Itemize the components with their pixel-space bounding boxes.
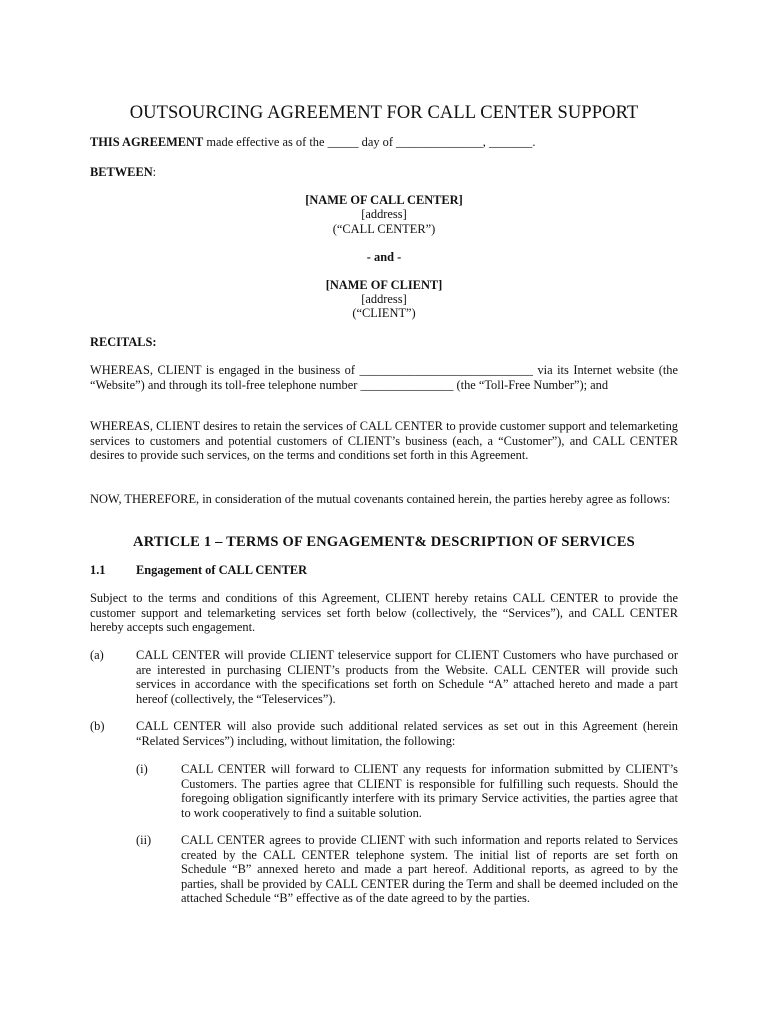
recital-1: WHEREAS, CLIENT is engaged in the business of ____________________________ via its Internet website (the “Website”) and through its toll-free telephone number _______________ (the “Toll-Free Number”); and [90, 363, 678, 392]
item-i-label: (i) [136, 762, 148, 776]
item-ii-text: CALL CENTER agrees to provide CLIENT with such information and reports related to Services created by the CALL CENTER telephone system. The initial list of reports are set forth on Schedule “B” annexed hereto and made a part hereof. Additional reports, as agreed to by the parties, shall be provided by CALL CENTER during the Term and shall be deemed included on the attached Schedule “B” effective as of the date agreed to by the parties. [181, 833, 678, 905]
and-separator: - and - [366, 250, 402, 264]
between-label: BETWEEN [90, 165, 153, 179]
section-1-1-number: 1.1 [90, 563, 106, 577]
item-ii-label: (ii) [136, 833, 152, 847]
party2-address: [address] [361, 292, 407, 306]
item-b-text: CALL CENTER will also provide such additional related services as set out in this Agreement (herein “Related Services”) including, without limitation, the following: [136, 719, 678, 748]
party2-alias: (“CLIENT”) [352, 306, 416, 320]
party2-name: [NAME OF CLIENT] [325, 278, 443, 292]
between-line [90, 165, 678, 180]
party1-alias: (“CALL CENTER”) [332, 222, 436, 236]
now-therefore: NOW, THEREFORE, in consideration of the mutual covenants contained herein, the parties hereby agree as follows: [90, 492, 671, 506]
item-a-text: CALL CENTER will provide CLIENT teleservice support for CLIENT Customers who have purchased or are interested in purchasing CLIENT’s products from the Website. CALL CENTER will provide such services in accordance with the specifications set forth on Schedule “A” attached hereto and made a part hereof (collectively, the “Teleservices”). [136, 648, 678, 706]
recital-2: WHEREAS, CLIENT desires to retain the services of CALL CENTER to provide customer support and telemarketing services to customers and potential customers of CLIENT’s business (each, a “Customer”), and CALL CENTER desires to provide such services, on the terms and conditions set forth in this Agreement. [90, 419, 678, 462]
item-a-label: (a) [90, 648, 104, 662]
intro-line [90, 135, 678, 150]
item-b-label: (b) [90, 719, 105, 733]
intro-bold: THIS AGREEMENT [90, 135, 204, 149]
recitals-heading: RECITALS: [90, 335, 157, 349]
article-1-heading: ARTICLE 1 – TERMS OF ENGAGEMENT& DESCRIPTION OF SERVICES [133, 534, 635, 550]
party1-address: [address] [361, 207, 407, 221]
party1-name: [NAME OF CALL CENTER] [305, 193, 463, 207]
between-colon: : [152, 165, 157, 179]
intro-rest: made effective as of the _____ day of ______________, _______. [203, 135, 536, 149]
document-title: OUTSOURCING AGREEMENT FOR CALL CENTER SUPPORT [129, 103, 639, 123]
section-1-1-text: Subject to the terms and conditions of this Agreement, CLIENT hereby retains CALL CENTER to provide the customer support and telemarketing services set forth below (collectively, the “Services”), and CALL CENTER hereby accepts such engagement. [90, 591, 678, 634]
item-i-text: CALL CENTER will forward to CLIENT any requests for information submitted by CLIENT’s Customers. The parties agree that CLIENT is responsible for fulfilling such requests. Should the foregoing obligation significantly interfere with its primary Service activities, the parties agree that to work cooperatively to find a suitable solution. [181, 762, 678, 820]
section-1-1-heading: Engagement of CALL CENTER [136, 563, 308, 577]
